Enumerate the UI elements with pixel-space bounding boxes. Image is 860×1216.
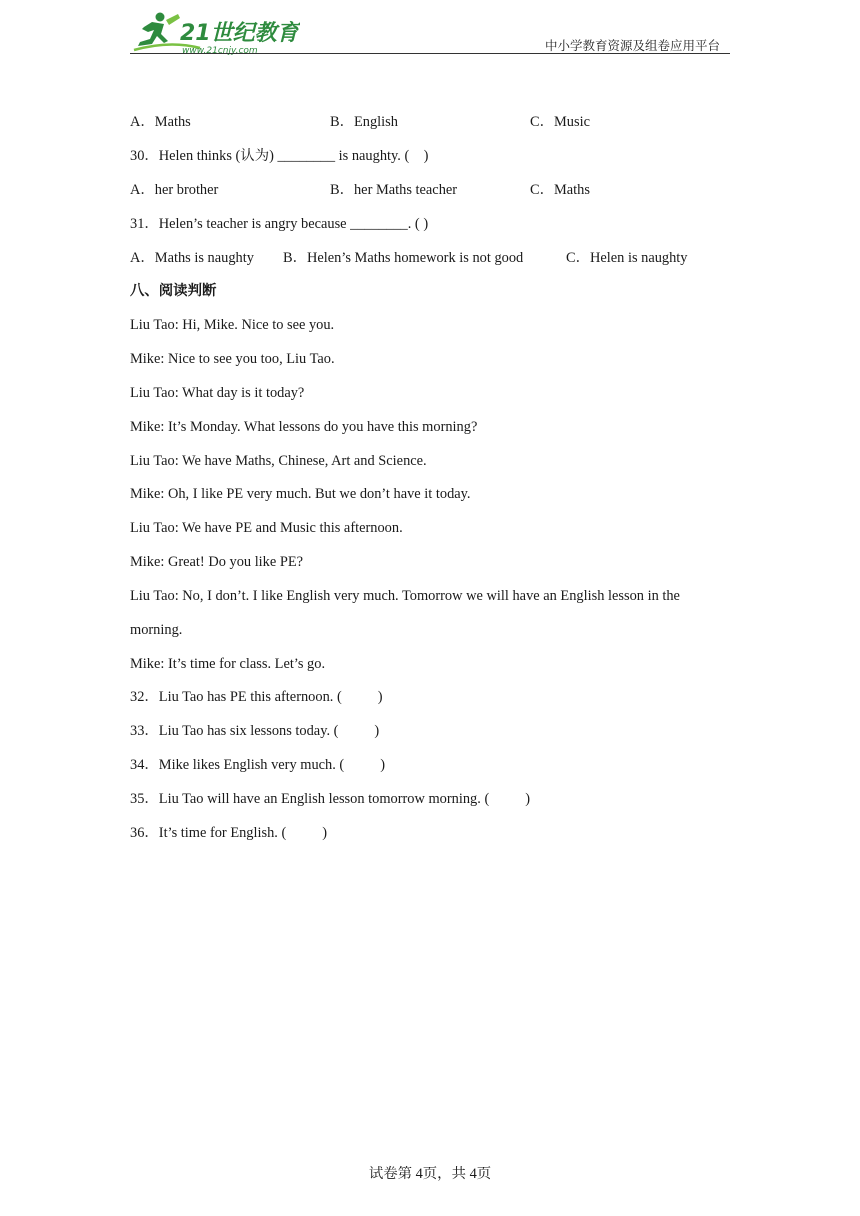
judgement-question: 32．Liu Tao has PE this afternoon. ( )	[130, 689, 383, 705]
q29-option-b: B．English	[330, 114, 398, 130]
dialogue-line: Mike: It’s Monday. What lessons do you have this morning?	[130, 419, 478, 435]
dialogue-line: Liu Tao: We have Maths, Chinese, Art and Science.	[130, 453, 427, 469]
judgement-question: 33．Liu Tao has six lessons today. ( )	[130, 723, 380, 739]
dialogue-line: Mike: Oh, I like PE very much. But we don’t have it today.	[130, 486, 471, 502]
section-title: 八、阅读判断	[130, 283, 217, 299]
q29-option-c: C．Music	[530, 114, 590, 130]
judgement-question: 36．It’s time for English. ( )	[130, 825, 328, 841]
q31-stem: 31．Helen’s teacher is angry because ________. ( )	[130, 216, 429, 232]
dialogue-line: Liu Tao: Hi, Mike. Nice to see you.	[130, 317, 335, 333]
dialogue-line: Liu Tao: What day is it today?	[130, 385, 305, 401]
q30-option-a: A．her brother	[130, 182, 219, 198]
site-name: 中小学教育资源及组卷应用平台	[544, 38, 720, 53]
q31-option-c: C．Helen is naughty	[566, 250, 688, 266]
dialogue-line: Liu Tao: No, I don’t. I like English very much. Tomorrow we will have an English lesson in the	[130, 588, 680, 604]
dialogue-line: morning.	[130, 622, 183, 638]
logo-text: 21世纪教育	[180, 21, 299, 46]
dialogue-line: Liu Tao: We have PE and Music this afternoon.	[130, 520, 403, 536]
page-footer: 试卷第 4页，共 4页	[368, 1166, 492, 1182]
page-header	[130, 8, 730, 56]
judgement-question: 34．Mike likes English very much. ( )	[130, 757, 385, 773]
dialogue-line: Mike: It’s time for class. Let’s go.	[130, 656, 326, 672]
site-logo	[130, 10, 300, 56]
q30-stem: 30．Helen thinks (认为) ________ is naughty. ( )	[130, 148, 429, 164]
header-rule	[130, 53, 730, 54]
q31-option-b: B．Helen’s Maths homework is not good	[283, 250, 524, 266]
dialogue-line: Mike: Nice to see you too, Liu Tao.	[130, 351, 335, 367]
judgement-question: 35．Liu Tao will have an English lesson tomorrow morning. ( )	[130, 791, 531, 807]
logo-url-text: www.21cnjy.com	[182, 46, 258, 56]
dialogue-line: Mike: Great! Do you like PE?	[130, 554, 304, 570]
q31-option-a: A．Maths is naughty	[130, 250, 254, 266]
q29-option-a: A．Maths	[130, 114, 191, 130]
q30-option-b: B．her Maths teacher	[330, 182, 458, 198]
q30-option-c: C．Maths	[530, 182, 590, 198]
